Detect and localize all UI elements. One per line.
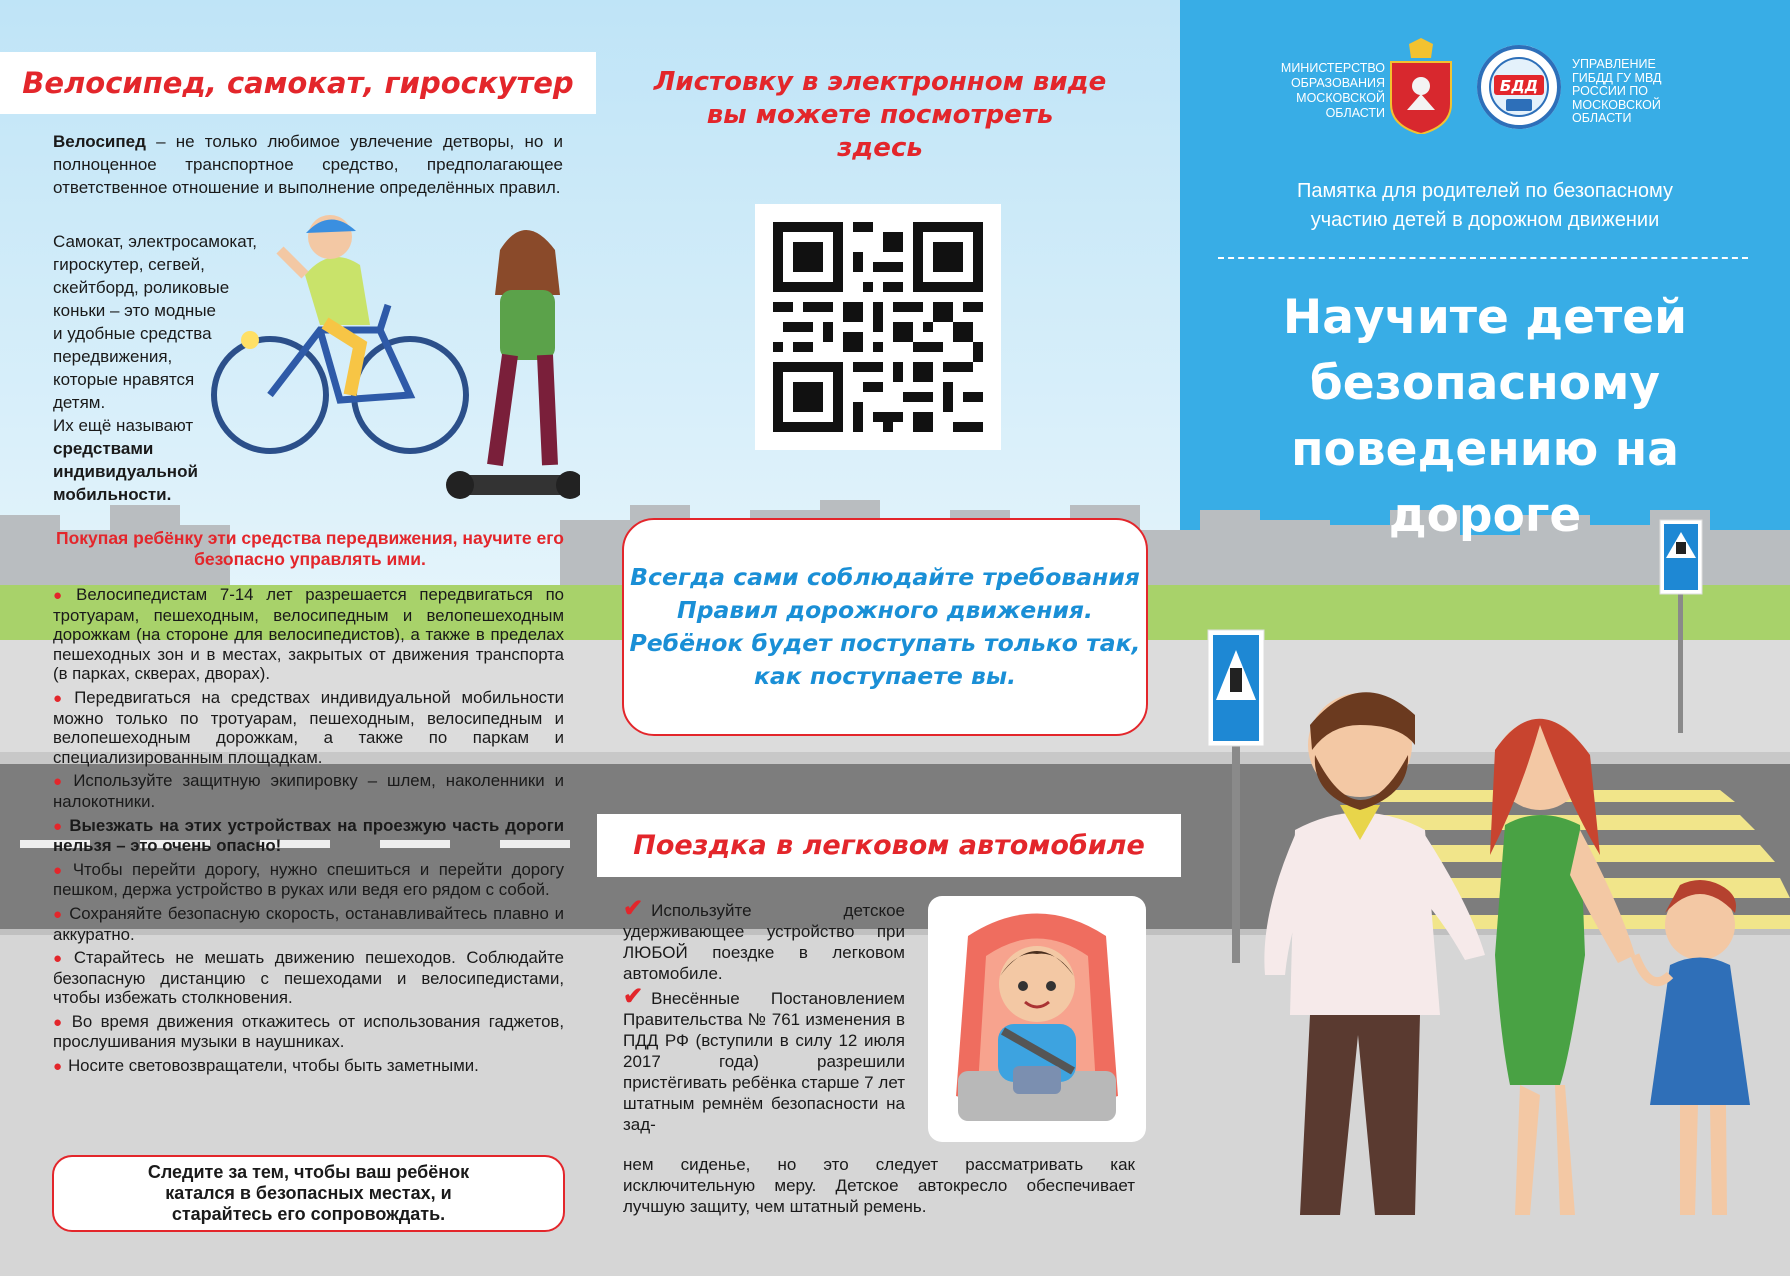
car-check-2 <box>623 983 905 1135</box>
checkmark-icon: ✔ <box>623 895 644 922</box>
bdd-logo-text: БДД <box>1499 77 1539 95</box>
child-car-seat-illustration <box>928 896 1146 1142</box>
car-section-title: Поездка в легковом автомобиле <box>633 830 1145 861</box>
car-section-title-box <box>597 814 1181 877</box>
ministry-name <box>1258 61 1385 121</box>
supervise-note-box <box>52 1155 565 1232</box>
bullet-text: Сохраняйте безопасную скорость, останавливайтесь плавно и аккуратно. <box>53 903 564 944</box>
ministry-line: МИНИСТЕРСТВО <box>1280 61 1385 75</box>
rule-line: Правил дорожного движения. <box>677 596 1093 624</box>
scooters-line: гироскутер, сегвей, <box>53 255 205 274</box>
qr-heading-line: Листовку в электронном виде <box>653 67 1107 97</box>
qr-code-card[interactable] <box>755 204 1001 450</box>
gibdd-name <box>1572 58 1692 126</box>
bike-intro-paragraph <box>53 130 563 199</box>
checkmark-icon: ✔ <box>623 983 644 1010</box>
bullet-dot-icon: ● <box>53 587 71 604</box>
scooters-line: детям. <box>53 393 106 412</box>
cover-title-line: Научите детей <box>1282 290 1688 345</box>
bullet-dot-icon: ● <box>53 773 68 791</box>
supervise-note-text: Следите за тем, чтобы ваш ребёнок катался в безопасных местах, и старайтесь его сопровождать. <box>147 1162 470 1224</box>
bullet-text: Передвигаться на средствах индивидуальной мобильности можно только по тротуарам, пешеходным, велосипедным и велопешеходным дорожкам, а также по паркам и специализированным площадкам. <box>53 687 564 767</box>
bullet-text: Велосипедистам 7-14 лет разрешается передвигаться по тротуарам, пешеходным, велосипедным и велопешеходным дорожкам (на стороне для велосипедистов), а также в пределах пешеходных зон и в местах, закрытых от движения транспорта (в парках, скверах, дворах). <box>53 585 564 684</box>
bullet-text: Во время движения откажитесь от использования гаджетов, прослушивания музыки в наушниках. <box>53 1011 564 1052</box>
bullet-dot-icon: ● <box>53 689 69 707</box>
bullet-dot-icon: ● <box>53 905 64 923</box>
memo-line: участию детей в дорожном движении <box>1310 209 1660 231</box>
bike-intro-bold: Велосипед <box>53 132 146 151</box>
bdd-logo-icon <box>1476 44 1562 130</box>
bullet-text: Чтобы перейти дорогу, нужно спешиться и перейти дорогу пешком, держа устройство в руках или ведя его рядом с собой. <box>53 859 564 900</box>
ministry-line: МОСКОВСКОЙ <box>1296 91 1385 105</box>
gibdd-line: РОССИИ ПО <box>1572 84 1648 98</box>
dashed-divider <box>1218 257 1748 259</box>
cover-title-line: безопасному <box>1309 356 1661 411</box>
qr-heading <box>640 66 1120 165</box>
scooters-line: Самокат, электросамокат, <box>53 232 257 251</box>
scooters-line: которые нравятся <box>53 370 195 389</box>
qr-heading-line: здесь <box>837 133 923 163</box>
bullet-text: Используйте защитную экипировку – шлем, наколенники и налокотники. <box>53 771 564 811</box>
scooters-line: передвижения, <box>53 347 173 366</box>
scooters-line: и удобные средства <box>53 324 212 343</box>
bullet-dot-icon: ● <box>53 950 68 968</box>
rule-line: Всегда сами соблюдайте требования <box>630 563 1140 591</box>
list-item <box>53 860 564 900</box>
cover-title-line: поведению на дороге <box>1291 422 1679 543</box>
mobility-line-bold: средствами <box>53 439 154 458</box>
gibdd-line: ОБЛАСТИ <box>1572 111 1632 125</box>
list-item <box>53 948 564 1008</box>
cyclist-illustration <box>210 205 580 515</box>
rule-box <box>622 518 1148 736</box>
moscow-region-emblem-icon <box>1387 38 1455 134</box>
ministry-line: ОБРАЗОВАНИЯ <box>1290 76 1385 90</box>
qr-heading-line: вы можете посмотреть <box>706 100 1054 130</box>
bike-intro-text: – не только любимое увлечение детворы, но и полноценное транспортное средство, предполагающее ответственное отношение и выполнение определённых правил. <box>53 132 563 197</box>
list-item <box>53 1012 564 1052</box>
bullet-text: Старайтесь не мешать движению пешеходов. Соблюдайте безопасную дистанцию с пешеходами и велосипедистами, чтобы избежать столкновения. <box>53 948 564 1008</box>
list-item <box>53 904 564 944</box>
gibdd-line: МОСКОВСКОЙ <box>1572 97 1661 112</box>
car-seat-card <box>928 896 1146 1142</box>
memo-line: Памятка для родителей по безопасному <box>1297 180 1673 202</box>
mobility-line-plain: Их ещё называют <box>53 416 194 435</box>
cover-title <box>1190 285 1780 549</box>
gibdd-line: ГИБДД ГУ МВД <box>1572 70 1662 85</box>
bullet-dot-icon: ● <box>53 1058 63 1076</box>
memo-subtitle <box>1195 177 1775 235</box>
car-text-narrow <box>623 895 905 1135</box>
ministry-line: ОБЛАСТИ <box>1325 106 1385 120</box>
list-item <box>53 688 564 767</box>
list-item <box>53 816 564 856</box>
rule-line: как поступаете вы. <box>753 662 1016 690</box>
scooters-line: коньки – это модные <box>53 301 216 320</box>
gibdd-line: УПРАВЛЕНИЕ <box>1572 57 1656 71</box>
car-text-wide: нем сиденье, но это следует рассматривать как исключительную меру. Детское автокресло обеспечивает лучшую защиту, чем штатный ремень. <box>623 1155 1135 1216</box>
bike-warning <box>40 528 580 570</box>
car-check-1-text: Используйте детское удерживающее устройство при ЛЮБОЙ поездке в легковом автомобиле. <box>623 901 905 983</box>
bike-section-title-box <box>0 52 596 114</box>
list-item <box>53 585 564 684</box>
bike-section-title: Велосипед, самокат, гироскутер <box>22 66 574 100</box>
bullet-text: Выезжать на этих устройствах на проезжую часть дороги нельзя – это очень опасно! <box>53 815 565 856</box>
list-item <box>53 1056 564 1077</box>
list-item <box>53 771 564 811</box>
family-illustration <box>1240 655 1790 1245</box>
bike-rules-list <box>53 585 564 1081</box>
bullet-dot-icon: ● <box>53 817 64 835</box>
car-check-2-text: Внесённые Постановлением Правительства № 761 изменения в ПДД РФ (вступили в силу 12 июля 2017 года) разрешили пристёгивать ребёнка старше 7 лет штатным ремнём безопасности на зад- <box>623 989 905 1134</box>
bike-warning-text: Покупая ребёнку эти средства передвижения, научите его безопасно управлять ими. <box>56 528 564 569</box>
bullet-text: Носите световозвращатели, чтобы быть заметными. <box>68 1056 479 1076</box>
rule-line: Ребёнок будет поступать только так, <box>629 629 1141 657</box>
bullet-dot-icon: ● <box>53 1013 66 1031</box>
bullet-dot-icon: ● <box>53 861 67 879</box>
qr-code-icon[interactable] <box>773 222 983 432</box>
mobility-line-bold: мобильности. <box>53 485 172 504</box>
scooters-line: скейтборд, роликовые <box>53 278 230 297</box>
car-check-1 <box>623 895 905 984</box>
mobility-line-bold: индивидуальной <box>53 462 198 481</box>
